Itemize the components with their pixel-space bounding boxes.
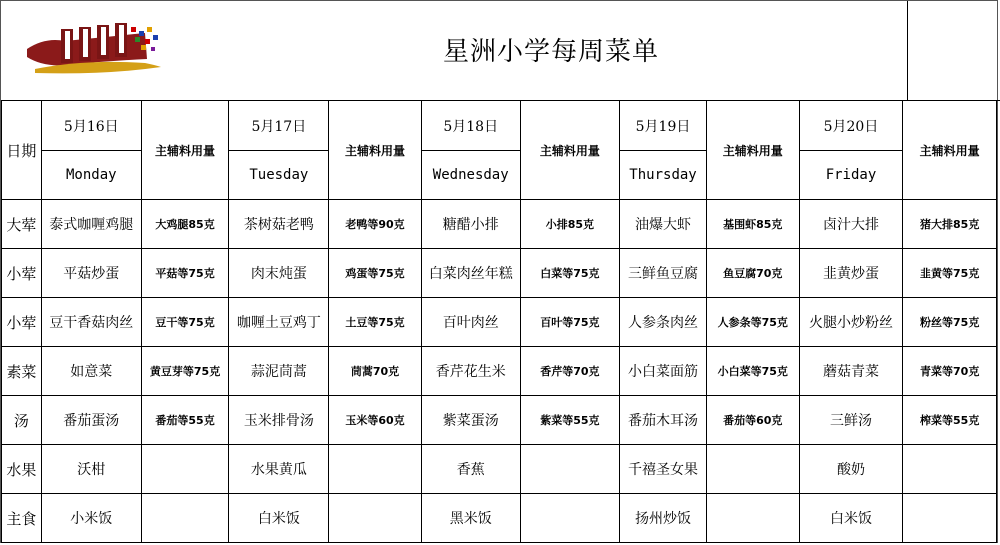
dish-cell: 紫菜蛋汤 [421, 396, 520, 445]
menu-table [1, 100, 997, 543]
menu-row [2, 494, 997, 543]
dish-cell: 沃柑 [41, 445, 141, 494]
amount-cell: 韭黄等75克 [903, 249, 997, 298]
amount-cell: 大鸡腿85克 [141, 200, 229, 249]
dish-cell: 平菇炒蛋 [41, 249, 141, 298]
page-title: 星洲小学每周菜单 [442, 37, 659, 67]
amount-cell: 基围虾85克 [706, 200, 799, 249]
dish-cell: 茶树菇老鸭 [229, 200, 329, 249]
dish-cell: 油爆大虾 [620, 200, 707, 249]
dish-cell: 三鲜汤 [799, 396, 903, 445]
dish-cell: 白米饭 [799, 494, 903, 543]
dish-cell: 蘑菇青菜 [799, 347, 903, 396]
weekday-friday: Friday [799, 151, 903, 200]
amount-cell: 百叶等75克 [520, 298, 619, 347]
dish-cell: 黑米饭 [421, 494, 520, 543]
dish-cell: 酸奶 [799, 445, 903, 494]
amount-cell: 平菇等75克 [141, 249, 229, 298]
dish-cell: 豆干香菇肉丝 [41, 298, 141, 347]
amount-cell: 黄豆芽等75克 [141, 347, 229, 396]
title-area [1, 1, 907, 101]
amount-cell [706, 445, 799, 494]
amount-cell: 香芹等70克 [520, 347, 619, 396]
dish-cell: 千禧圣女果 [620, 445, 707, 494]
category-label: 汤 [2, 396, 42, 445]
menu-row [2, 445, 997, 494]
menu-row [2, 298, 997, 347]
amount-cell [520, 445, 619, 494]
dish-cell: 卤汁大排 [799, 200, 903, 249]
amount-cell [520, 494, 619, 543]
dish-cell: 番茄木耳汤 [620, 396, 707, 445]
dish-cell: 白菜肉丝年糕 [421, 249, 520, 298]
dish-cell: 咖喱土豆鸡丁 [229, 298, 329, 347]
menu-row [2, 249, 997, 298]
amount-cell: 豆干等75克 [141, 298, 229, 347]
amount-cell [903, 494, 997, 543]
dish-cell: 扬州炒饭 [620, 494, 707, 543]
amount-cell [706, 494, 799, 543]
school-logo [25, 19, 165, 79]
title-corner-cell [907, 1, 1000, 101]
dish-cell: 韭黄炒蛋 [799, 249, 903, 298]
category-label: 水果 [2, 445, 42, 494]
amount-cell: 鱼豆腐70克 [706, 249, 799, 298]
dish-cell: 香芹花生米 [421, 347, 520, 396]
menu-row [2, 347, 997, 396]
amount-cell: 榨菜等55克 [903, 396, 997, 445]
category-label: 素菜 [2, 347, 42, 396]
amount-cell: 土豆等75克 [329, 298, 422, 347]
menu-row [2, 200, 997, 249]
amount-cell: 玉米等60克 [329, 396, 422, 445]
amount-cell: 老鸭等90克 [329, 200, 422, 249]
category-label: 小荤 [2, 249, 42, 298]
dish-cell: 火腿小炒粉丝 [799, 298, 903, 347]
aux-header-wednesday: 主辅料用量 [520, 101, 619, 200]
dish-cell: 水果黄瓜 [229, 445, 329, 494]
aux-header-friday: 主辅料用量 [903, 101, 997, 200]
aux-header-tuesday: 主辅料用量 [329, 101, 422, 200]
dish-cell: 如意菜 [41, 347, 141, 396]
category-label: 小荤 [2, 298, 42, 347]
dish-cell: 蒜泥茼蒿 [229, 347, 329, 396]
amount-cell [329, 494, 422, 543]
amount-cell [141, 494, 229, 543]
amount-cell: 白菜等75克 [520, 249, 619, 298]
amount-cell: 小白菜等75克 [706, 347, 799, 396]
menu-row [2, 396, 997, 445]
dish-cell: 番茄蛋汤 [41, 396, 141, 445]
date-thursday: 5月19日 [620, 101, 707, 151]
date-label: 日期 [2, 101, 42, 200]
amount-cell: 茼蒿70克 [329, 347, 422, 396]
aux-header-thursday: 主辅料用量 [706, 101, 799, 200]
dish-cell: 百叶肉丝 [421, 298, 520, 347]
amount-cell [141, 445, 229, 494]
dish-cell: 白米饭 [229, 494, 329, 543]
amount-cell: 紫菜等55克 [520, 396, 619, 445]
dish-cell: 小白菜面筋 [620, 347, 707, 396]
amount-cell: 粉丝等75克 [903, 298, 997, 347]
category-label: 大荤 [2, 200, 42, 249]
weekday-thursday: Thursday [620, 151, 707, 200]
date-monday: 5月16日 [41, 101, 141, 151]
header-date-row [2, 101, 997, 151]
date-friday: 5月20日 [799, 101, 903, 151]
date-wednesday: 5月18日 [421, 101, 520, 151]
dish-cell: 香蕉 [421, 445, 520, 494]
dish-cell: 人参条肉丝 [620, 298, 707, 347]
dish-cell: 肉末炖蛋 [229, 249, 329, 298]
amount-cell: 小排85克 [520, 200, 619, 249]
weekday-wednesday: Wednesday [421, 151, 520, 200]
amount-cell [329, 445, 422, 494]
amount-cell [903, 445, 997, 494]
category-label: 主食 [2, 494, 42, 543]
amount-cell: 猪大排85克 [903, 200, 997, 249]
menu-body [2, 101, 997, 543]
amount-cell: 鸡蛋等75克 [329, 249, 422, 298]
amount-cell: 番茄等55克 [141, 396, 229, 445]
dish-cell: 泰式咖喱鸡腿 [41, 200, 141, 249]
aux-header-monday: 主辅料用量 [141, 101, 229, 200]
dish-cell: 小米饭 [41, 494, 141, 543]
date-tuesday: 5月17日 [229, 101, 329, 151]
weekday-monday: Monday [41, 151, 141, 200]
weekday-tuesday: Tuesday [229, 151, 329, 200]
amount-cell: 番茄等60克 [706, 396, 799, 445]
dish-cell: 玉米排骨汤 [229, 396, 329, 445]
amount-cell: 青菜等70克 [903, 347, 997, 396]
amount-cell: 人参条等75克 [706, 298, 799, 347]
dish-cell: 糖醋小排 [421, 200, 520, 249]
dish-cell: 三鲜鱼豆腐 [620, 249, 707, 298]
